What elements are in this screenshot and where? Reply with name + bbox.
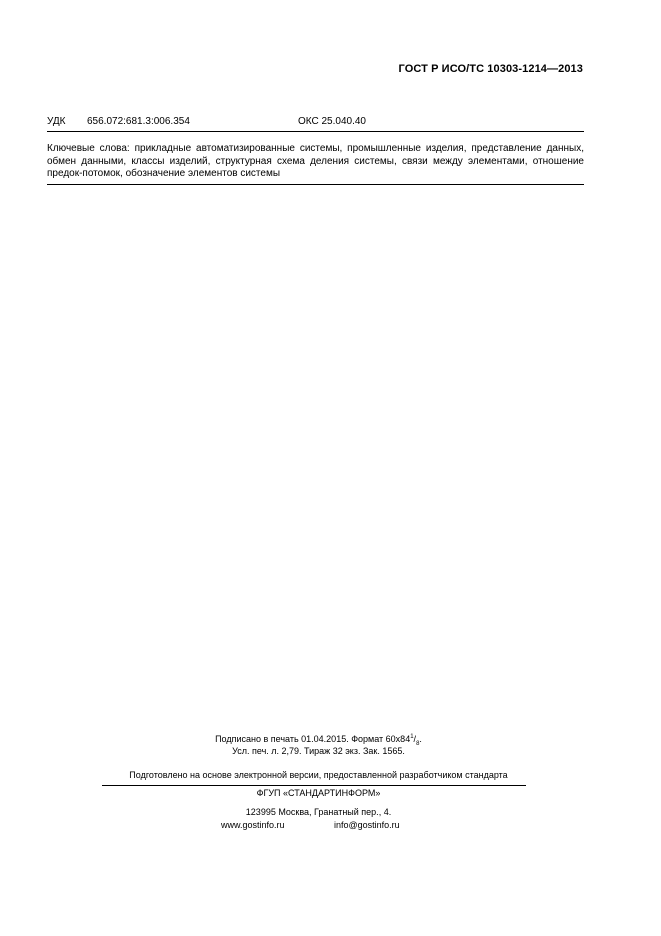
publisher-email-link[interactable]: info@gostinfo.ru — [334, 820, 400, 830]
signed-for-print-line — [0, 734, 649, 747]
udk-value: 656.072:681.3:006.354 — [87, 116, 190, 127]
classification-row — [47, 115, 584, 132]
standard-code-header: ГОСТ Р ИСО/ТС 10303-1214—2013 — [398, 63, 583, 75]
print-details-line: Усл. печ. л. 2,79. Тираж 32 экз. Зак. 1565. — [232, 746, 405, 756]
imprint-divider — [102, 785, 526, 786]
format-separator: / — [413, 734, 417, 744]
format-numerator: 1 — [410, 734, 414, 740]
publisher-address: 123995 Москва, Гранатный пер., 4. — [245, 807, 392, 817]
keywords-paragraph: Ключевые слова: прикладные автоматизированные системы, промышленные изделия, представление данных, обмен данными, классы изделий, структурная схема деления системы, связи между элементами, отношение предок-потомок, обозначение элементов системы — [47, 143, 584, 185]
udk-label: УДК — [47, 116, 66, 127]
oks-value: ОКС 25.040.40 — [298, 116, 366, 127]
publisher-name: ФГУП «СТАНДАРТИНФОРМ» — [256, 788, 381, 798]
format-end: . — [419, 734, 422, 744]
prepared-note: Подготовлено на основе электронной версии, предоставленной разработчиком стандарта — [129, 770, 508, 780]
format-denominator: 8 — [416, 740, 420, 747]
signed-text: Подписано в печать 01.04.2015. Формат 60x84 — [215, 734, 411, 744]
publisher-website-link[interactable]: www.gostinfo.ru — [221, 820, 285, 830]
